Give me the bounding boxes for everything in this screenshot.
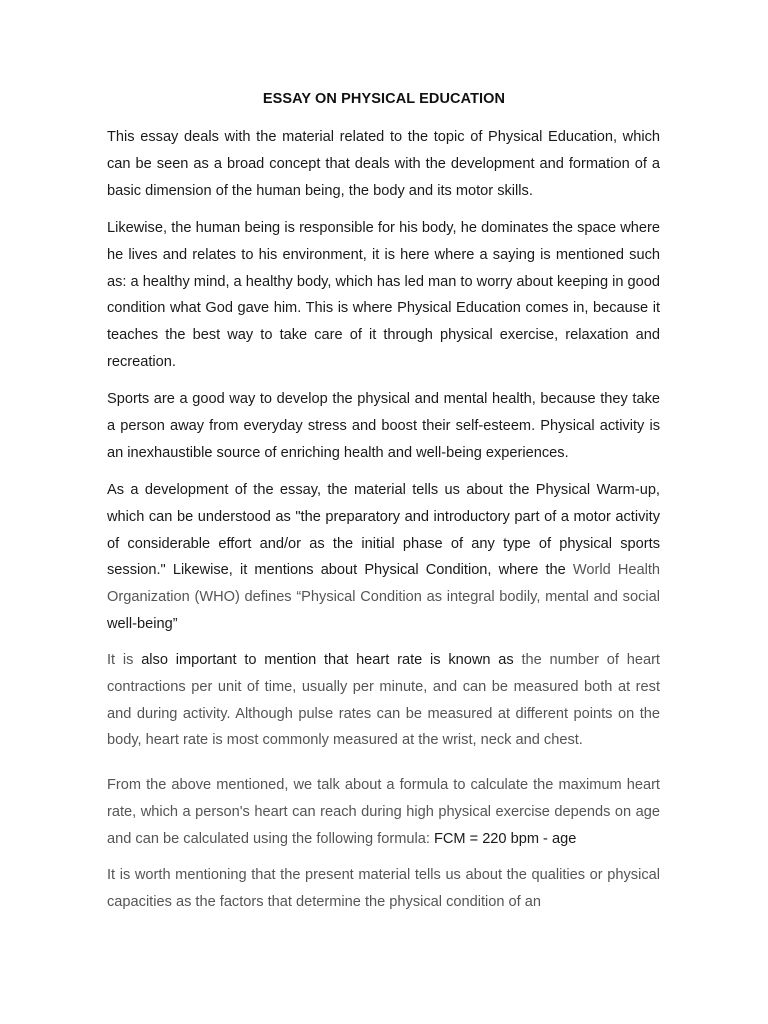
paragraph-formula-text: From the above mentioned, we talk about a formula to calculate the maximum heart rate, which a person's heart can reach during high physical exercise depends on age and can be calculated using the following formula: xyxy=(107,777,660,847)
paragraph-warm-up xyxy=(107,477,660,638)
document-title: ESSAY ON PHYSICAL EDUCATION xyxy=(262,91,506,107)
paragraph-heart-rate-definition: the number of heart contractions per unit of time, usually per minute, and can be measured both at rest and during activity. Although pulse rates can be measured at different points on the body, heart rate is most commonly measured at the wrist, neck and chest. xyxy=(107,652,660,749)
paragraph-heart-rate xyxy=(107,647,660,754)
paragraph-physical-capacities: It is worth mentioning that the present material tells us about the qualities or physical capacities as the factors that determine the physical condition of an xyxy=(107,867,660,910)
paragraph-heart-rate-emphasis: also important to mention that heart rate is known as xyxy=(141,652,522,668)
paragraph-sports: Sports are a good way to develop the physical and mental health, because they take a person away from everyday stress and boost their self-esteem. Physical activity is an inexhaustible source of enriching health and well-being experiences. xyxy=(107,391,660,461)
paragraph-body-responsibility: Likewise, the human being is responsible for his body, he dominates the space where he lives and relates to his environment, it is here where a saying is mentioned such as: a healthy mind, a healthy body, which has led man to worry about keeping in good condition what God gave him. This is where Physical Education comes in, because it teaches the best way to take care of it through physical exercise, relaxation and recreation. xyxy=(107,220,661,370)
paragraph-heart-rate-lead: It is xyxy=(107,652,142,668)
paragraph-intro: This essay deals with the material related to the topic of Physical Education, which can be seen as a broad concept that deals with the development and formation of a basic dimension of the human being, the body and its motor skills. xyxy=(107,129,660,199)
paragraph-well-being: well-being” xyxy=(107,615,178,632)
paragraph-warm-up-text: As a development of the essay, the material tells us about the Physical Warm-up, which can be understood as "the preparatory and introductory part of a motor activity of considerable effort and/or as the initial phase of any type of physical sports session." Likewise, it mentions about Physical Condition, where the xyxy=(107,482,660,579)
heart-rate-formula: FCM = 220 bpm - age xyxy=(433,830,577,847)
paragraph-formula xyxy=(107,772,660,852)
paragraph-who-definition: World Health Organization (WHO) defines “Physical Condition as integral bodily, mental and social xyxy=(107,562,660,606)
